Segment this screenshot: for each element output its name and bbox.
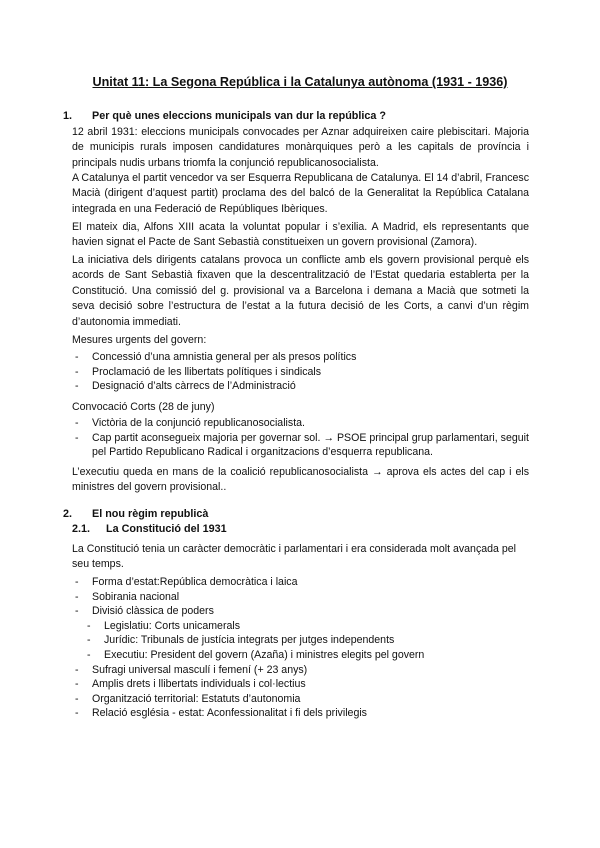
section-2-heading: [63, 507, 533, 521]
section-1-paragraph-1: [72, 125, 529, 171]
paragraph: 12 abril 1931: eleccions municipals convocades per Aznar adquireixen caire plebiscitari. Majoria de municipis rurals imposen candidatures monàrquiques però a les capitals de província i principals nudis urbans triomfa la conjunció republicanosocialista.: [72, 126, 529, 169]
subsection-2-1-heading: [72, 522, 532, 536]
paragraph: La iniciativa dels dirigents catalans provoca un conflicte amb els govern provisional perquè els acords de Sant Sebastià fixaven que la descentralització de l’Estat quedaria establerta per la Constitució. Una comissió del g. provisional va a Barcelona i demana a Macià que sotmeti la seva decisió sobre l’estructura de l’estat a la futura decisió de les Corts, a canvi d’un règim d’autonomia immediati.: [72, 254, 529, 328]
section-2-title: El nou règim republicà: [92, 508, 209, 520]
constitution-intro-block: [72, 542, 529, 573]
measures-label: Mesures urgents del govern:: [72, 334, 207, 346]
list-item: - Amplis drets i llibertats individuals i col·lectius: [72, 677, 529, 692]
measures-label-block: [72, 333, 529, 348]
constitution-intro: La Constitució tenia un caràcter democràtic i parlamentari i era considerada molt avançada pel seu temps.: [72, 543, 516, 571]
list-item: - Forma d’estat:República democràtica i laica: [72, 575, 529, 590]
subsection-2-1-number: 2.1.: [72, 523, 91, 535]
measures-list-block: [72, 350, 529, 394]
sub-list-item: - Jurídic: Tribunals de justícia integrats per jutges independents: [72, 633, 529, 648]
sub-list-item: - Executiu: President del govern (Azaña) i ministres elegits pel govern: [72, 648, 529, 663]
measures-list: [72, 350, 529, 394]
corts-list-block: [72, 416, 529, 460]
list-item: - Proclamació de les llibertats polítiques i sindicals: [72, 365, 529, 380]
corts-label-block: [72, 400, 529, 415]
list-item: - Divisió clàssica de poders: [72, 604, 529, 619]
page-title: Unitat 11: La Segona República i la Catalunya autònoma (1931 - 1936): [92, 75, 508, 89]
list-item: - Designació d’alts càrrecs de l’Administració: [72, 379, 529, 394]
list-item: - Cap partit aconsegueix majoria per governar sol. → PSOE principal grup parlamentari, seguit pel Partido Republicano Radical i organitzacions d’esquerra republicana.: [72, 431, 529, 460]
constitution-list: [72, 575, 529, 721]
section-1-heading: [63, 109, 533, 123]
section-1-paragraph-4: [72, 253, 529, 330]
corts-label: Convocació Corts (28 de juny): [72, 401, 215, 413]
closing-paragraph: L’executiu queda en mans de la coalició republicanosocialista → aprova els actes del cap i els ministres del govern provisional..: [72, 466, 529, 494]
section-1-closing-block: [72, 465, 529, 496]
corts-list: [72, 416, 529, 460]
section-2-number: 2.: [63, 508, 73, 520]
section-1-paragraph-2: [72, 171, 529, 217]
list-item: - Relació església - estat: Aconfessionalitat i fi dels privilegis: [72, 706, 529, 721]
subsection-2-1-title: La Constitució del 1931: [106, 523, 227, 535]
paragraph: El mateix dia, Alfons XIII acata la voluntat popular i s’exilia. A Madrid, els representants que havien signat el Pacte de Sant Sebastià constitueixen un govern provisional (Zamora).: [72, 221, 529, 249]
paragraph: A Catalunya el partit vencedor va ser Esquerra Republicana de Catalunya. El 14 d’abril, Francesc Macià (dirigent d’aquest partit) proclama des del balcó de la Generalitat la República Catalana integrada en una Federació de Repúbliques Ibèriques.: [72, 172, 529, 215]
list-item: - Concessió d’una amnistia general per als presos polítics: [72, 350, 529, 365]
list-item: - Sufragi universal masculí i femení (+ 23 anys): [72, 663, 529, 678]
section-1-paragraph-3: [72, 220, 529, 251]
constitution-list-block: [72, 575, 529, 721]
sub-list-item: - Legislatiu: Corts unicamerals: [72, 619, 529, 634]
list-item: - Organització territorial: Estatuts d’autonomia: [72, 692, 529, 707]
section-1-number: 1.: [63, 110, 73, 122]
list-item: - Sobirania nacional: [72, 590, 529, 605]
section-1-title: Per què unes eleccions municipals van dur la república ?: [92, 110, 387, 122]
list-item: - Victòria de la conjunció republicanosocialista.: [72, 416, 529, 431]
